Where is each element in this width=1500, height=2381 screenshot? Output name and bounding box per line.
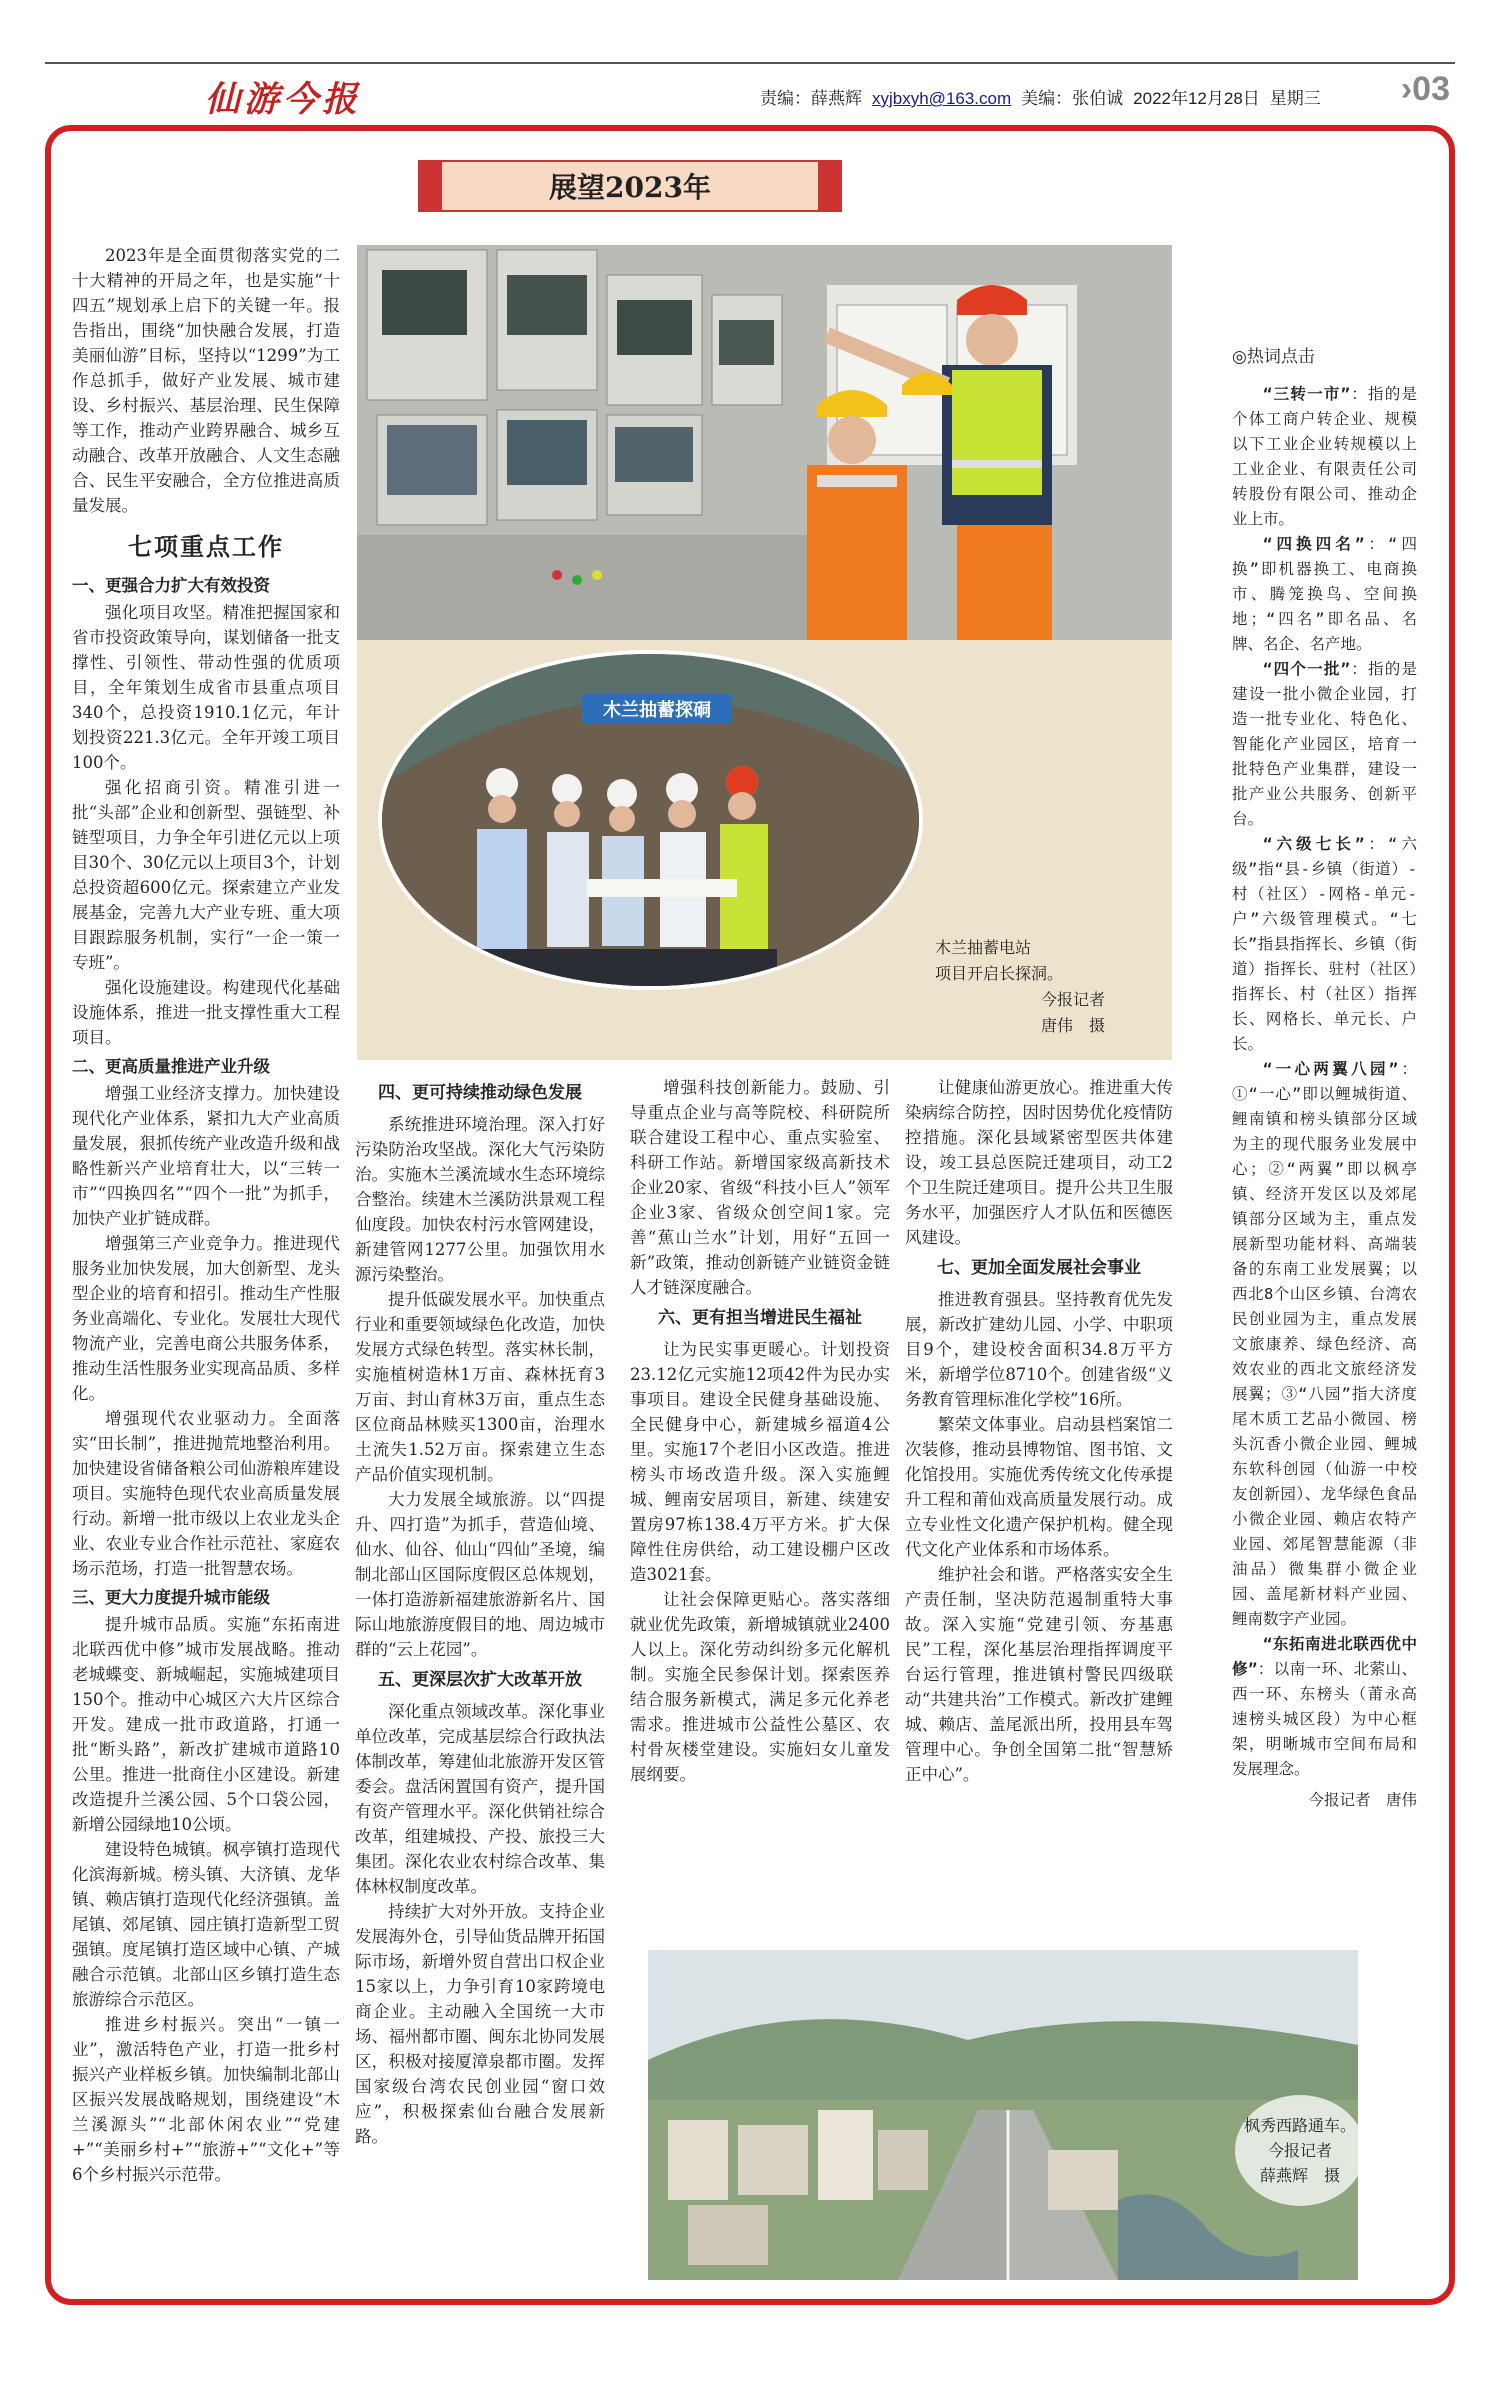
editor-email[interactable]: xyjbxyh@163.com xyxy=(872,89,1012,108)
tunnel-sign-text: 木兰抽蓄探硐 xyxy=(603,700,711,721)
column-1: 2023年是全面贯彻落实党的二十大精神的开局之年，也是实施“十四五”规划承上启下的关键一年。报告指出，围绕“加快融合发展，打造美丽仙游”目标，坚持以“1299”为工作总抓手，做好产业发展、城市建设、乡村振兴、基层治理、民生保障等工作，推动产业跨界融合、城乡互动融合、改革开放融合、人文生态融合、民生平安融合，全方位推进高质量发展。 七项重点工作 一、更强合力扩大有效投资 强化项目攻坚。精准把握国家和省市投资政策导向，谋划储备一批支撑性、引领性、带动性强的优质项目，全年策划生成省市县重点项目340个，总投资1910.1亿元，年计划投资221.3亿元。全年开竣工项目100个。 强化招商引资。精准引进一批“头部”企业和创新型、强链型、补链型项目，力争全年引进亿元以上项目30个、30亿元以上项目3个，计划总投资超600亿元。探索建立产业发展基金，完善九大产业专班、重大项目跟踪服务机制，实行“一企一策一专班”。 强化设施建设。构建现代化基础设施体系，推进一批支撑性重大工程项目。 二、更高质量推进产业升级 增强工业经济支撑力。加快建设现代化产业体系，紧扣九大产业高质量发展，狠抓传统产业改造升级和战略性新兴产业培育壮大，以“三转一市”“四换四名”“四个一批”为抓手，加快产业扩链成群。 增强第三产业竞争力。推进现代服务业加快发展，加大创新型、龙头型企业的培育和招引。推动生产性服务业高端化、专业化。发展壮大现代物流产业，完善电商公共服务体系，推动生活性服务业实现高品质、多样化。 增强现代农业驱动力。全面落实“田长制”，推进抛荒地整治利用。加快建设省储备粮公司仙游粮库建设项目。实施特色现代农业高质量发展行动。新增一批市级以上农业龙头企业、农业专业合作社示范社、家庭农场示范场，打造一批智慧农场。 三、更大力度提升城市能级 提升城市品质。实施“东拓南进北联西优中修”城市发展战略。推动老城蝶变、新城崛起，实施城建项目150个。推动中心城区六大片区综合开发。建成一批市政道路，打通一批“断头路”，新改扩建城市道路10公里。推进一批商住小区建设。新建改造提升兰溪公园、5个口袋公园，新增公园绿地10公顷。 建设特色城镇。枫亭镇打造现代化滨海新城。榜头镇、大济镇、龙华镇、赖店镇打造现代化经济强镇。盖尾镇、郊尾镇、园庄镇打造新型工贸强镇。度尾镇打造区域中心镇、产城融合示范镇。北部山区乡镇打造生态旅游综合示范区。 推进乡村振兴。突出“一镇一业”，激活特色产业，打造一批乡村振兴产业样板乡镇。加快编制北部山区振兴发展战略规划，围绕建设“木兰溪源头”“北部休闲农业”“党建+”“美丽乡村+”“旅游+”“文化+”等6个乡村振兴示范带。 xyxy=(72,243,340,2187)
intro-paragraph: 2023年是全面贯彻落实党的二十大精神的开局之年，也是实施“十四五”规划承上启下的关键一年。报告指出，围绕“加快融合发展，打造美丽仙游”目标，坚持以“1299”为工作总抓手，做好产业发展、城市建设、乡村振兴、基层治理、民生保障等工作，推动产业跨界融合、城乡互动融合、改革开放融合、人文生态融合、民生平安融合，全方位推进高质量发展。 xyxy=(72,246,340,515)
control-room-photo xyxy=(357,245,1172,640)
glossary-item: “东拓南进北联西优中修”：以南一环、北萦山、西一环、东榜头（莆永高速榜头城区段）为中心框架，明晰城市空间布局和发展理念。 xyxy=(1232,1635,1417,1778)
column-4: 让健康仙游更放心。推进重大传染病综合防控，因时因势优化疫情防控措施。深化县域紧密型医共体建设，竣工县总医院迁建项目，动工2个卫生院迁建项目。提升公共卫生服务水平，加强医疗人才队伍和医德医风建设。 七、更加全面发展社会事业 推进教育强县。坚持教育优先发展，新改扩建幼儿园、小学、中职项目9个，建设校舍面积34.8万平方米，新增学位8710个。创建省级“义务教育管理标准化学校”16所。 繁荣文体事业。启动县档案馆二次装修，推动县博物馆、图书馆、文化馆投用。实施优秀传统文化传承提升工程和莆仙戏高质量发展行动。成立专业性文化遗产保护机构。健全现代文化产业体系和市场体系。 维护社会和谐。严格落实安全生产责任制，坚决防范遏制重特大事故。深入实施“党建引领、夯基惠民”工程，深化基层治理指挥调度平台运行管理，推进镇村警民四级联动“共建共治”工作模式。新改扩建鲤城、赖店、盖尾派出所，投用县车驾管理中心。争创全国第二批“智慧矫正中心”。 xyxy=(905,1078,1173,1784)
section-heading-3: 三、更大力度提升城市能级 xyxy=(72,1588,270,1607)
section-heading-2: 二、更高质量推进产业升级 xyxy=(72,1057,270,1076)
glossary-item: “四个一批”：指的是建设一批小微企业园，打造一批专业化、特色化、智能化产业园区，培育一批特色产业集群，建设一批产业公共服务、创新平台。 xyxy=(1232,660,1417,828)
masthead: 仙游今报 xyxy=(205,79,362,120)
header-rule xyxy=(45,62,1455,64)
photo-caption-1: 木兰抽蓄电站 项目开启长探洞。 今报记者 唐伟 摄 xyxy=(935,938,1105,1035)
glossary-item: “一心两翼八园”：①“一心”即以鲤城街道、鲤南镇和榜头镇部分区域为主的现代服务业发展中心；②“两翼”即以枫亭镇、经济开发区以及郊尾镇部分区域为主，重点发展新型功能材料、高端装备的东南工业发展翼；以西北8个山区乡镇、台湾农民创业园为主，重点发展文旅康养、绿色经济、高效农业的西北文旅经济发展翼；③“八园”指大济度尾木质工艺品小微园、榜头沉香小微企业园、鲤城东软科创园（仙游一中校友创新园）、龙华绿色食品小微企业园、赖店农特产业园、郊尾智慧能源（非油品）微集群小微企业园、盖尾新材料产业园、鲤南数字产业园。 xyxy=(1232,1060,1417,1628)
weekday: 星期三 xyxy=(1269,89,1321,108)
issue-date: 2022年12月28日 xyxy=(1133,89,1260,108)
sidebar-title: ◎热词点击 xyxy=(1232,347,1315,367)
photo-caption-3: 枫秀西路通车。 今报记者 薛燕辉 摄 xyxy=(1235,2095,1365,2206)
section-heading-7: 七、更加全面发展社会事业 xyxy=(937,1258,1141,1278)
section-heading-5: 五、更深层次扩大改革开放 xyxy=(378,1670,582,1690)
section-title: 展望2023年 xyxy=(440,160,820,212)
editor: 责编：薛燕辉 xyxy=(760,89,862,108)
designer: 美编：张伯诚 xyxy=(1021,89,1124,108)
main-heading: 七项重点工作 xyxy=(128,532,284,561)
glossary-item: “六级七长”：“六级”指“县-乡镇（街道）-村（社区）-网格-单元-户”六级管理模式。“七长”指县指挥长、乡镇（街道）指挥长、驻村（社区）指挥长、村（社区）指挥长、网格长、单元长、户长。 xyxy=(1232,835,1417,1053)
header-info xyxy=(760,84,1331,109)
glossary-item: “三转一市”：指的是个体工商户转企业、规模以下工业企业转规模以上工业企业、有限责任公司转股份有限公司、推动企业上市。 xyxy=(1232,385,1417,528)
section-heading-6: 六、更有担当增进民生福祉 xyxy=(658,1308,862,1328)
tunnel-inspection-photo xyxy=(378,650,923,990)
page-number: ›03 xyxy=(1400,70,1450,108)
hot-words-sidebar xyxy=(1232,345,1417,1813)
section-heading-4: 四、更可持续推动绿色发展 xyxy=(378,1083,582,1103)
glossary-item: “四换四名”：“四换”即机器换工、电商换市、腾笼换鸟、空间换地；“四名”即名品、名牌、名企、名产地。 xyxy=(1232,535,1417,653)
column-3: 增强科技创新能力。鼓励、引导重点企业与高等院校、科研院所联合建设工程中心、重点实验室、科研工作站。新增国家级高新技术企业20家、省级“科技小巨人”领军企业3家、省级众创空间1家。完善“蕉山兰水”计划，用好“五回一新”政策，推动创新链产业链资金链人才链深度融合。 六、更有担当增进民生福祉 让为民实事更暖心。计划投资23.12亿元实施12项42件为民办实事项目。建设全民健身基础设施、全民健身中心，新建城乡福道4公里。实施17个老旧小区改造。推进榜头市场改造升级。深入实施鲤城、鲤南安居项目，新建、续建安置房97栋138.4万平方米。扩大保障性住房供给，动工建设棚户区改造3021套。 让社会保障更贴心。落实落细就业优先政策，新增城镇就业2400人以上。深化劳动纠纷多元化解机制。实施全民参保计划。探索医养结合服务新模式，满足多元化养老需求。推进城市公益性公墓区、农村骨灰楼堂建设。实施妇女儿童发展纲要。 xyxy=(630,1078,890,1784)
column-2: 四、更可持续推动绿色发展 系统推进环境治理。深入打好污染防治攻坚战。深化大气污染防治。实施木兰溪流域水生态环境综合整治。续建木兰溪防洪景观工程仙度段。加快农村污水管网建设，新建管网1277公里。加强饮用水源污染整治。 提升低碳发展水平。加快重点行业和重要领域绿色化改造，加快发展方式绿色转型。落实林长制，实施植树造林1万亩、森林抚育3万亩、封山育林3万亩，重点生态区位商品林赎买1300亩，治理水土流失1.52万亩。探索建立生态产品价值实现机制。 大力发展全域旅游。以“四提升、四打造”为抓手，营造仙境、仙水、仙谷、仙山“四仙”圣境，编制北部山区国际度假区总体规划，一体打造游新福建旅游新名片、国际山地旅游度假目的地、周边城市群的“云上花园”。 五、更深层次扩大改革开放 深化重点领域改革。深化事业单位改革，完成基层综合行政执法体制改革，筹建仙北旅游开发区管委会。盘活闲置国有资产，提升国有资产管理水平。深化供销社综合改革，组建城投、产投、旅投三大集团。深化农业农村综合改革、集体林权制度改革。 持续扩大对外开放。支持企业发展海外仓，引导仙货品牌开拓国际市场，新增外贸自营出口权企业15家以上，力争引育10家跨境电商企业。主动融入全国统一大市场、福州都市圈、闽东北协同发展区，积极对接厦漳泉都市圈。发挥国家级台湾农民创业园“窗口效应”，积极探索仙台融合发展新路。 xyxy=(355,1083,605,2146)
section-heading-1: 一、更强合力扩大有效投资 xyxy=(72,576,270,595)
sidebar-author: 今报记者 唐伟 xyxy=(1308,1791,1417,1809)
